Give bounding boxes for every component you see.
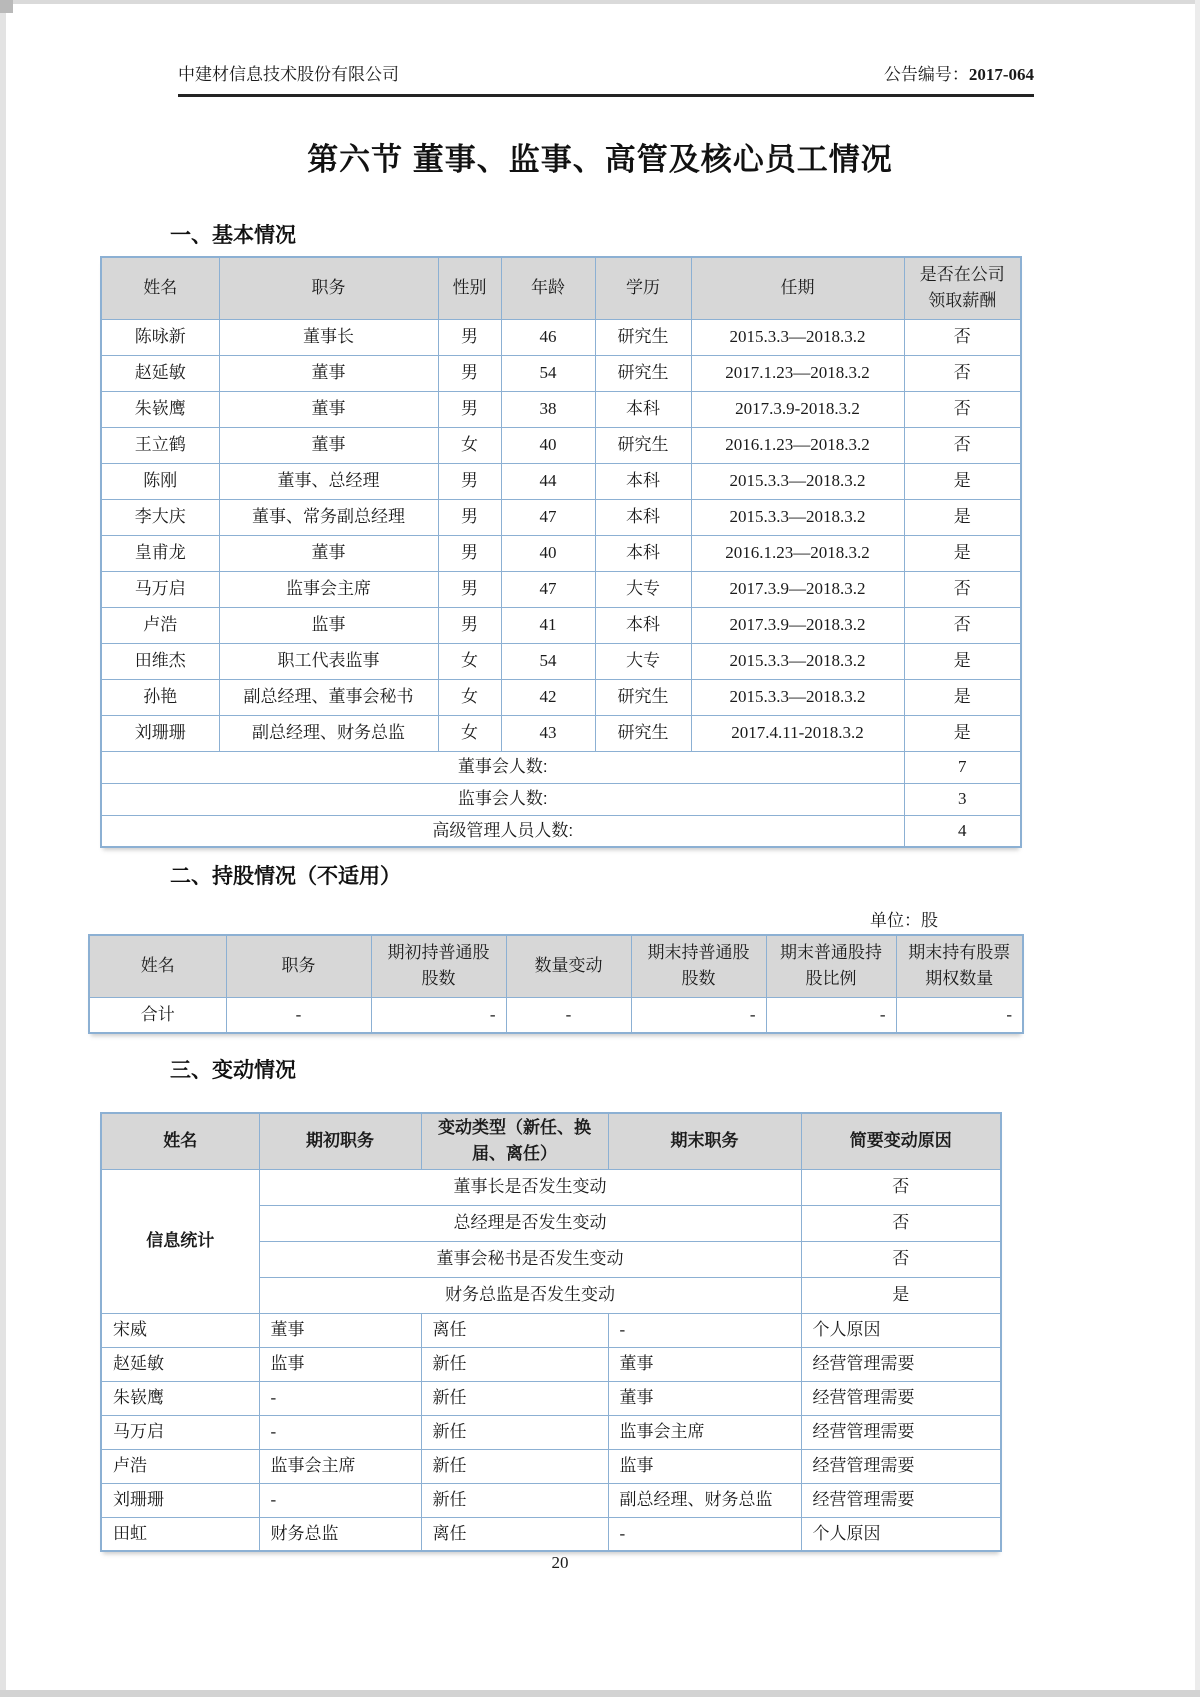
name-cell: 陈刚 <box>101 463 219 499</box>
column-header-salary-flag: 是否在公司领取薪酬 <box>904 257 1021 319</box>
term-cell: 2016.1.23—2018.3.2 <box>691 535 904 571</box>
salary-flag-cell: 否 <box>904 391 1021 427</box>
salary-flag-cell: 否 <box>904 571 1021 607</box>
change-type-cell: 新任 <box>421 1415 608 1449</box>
table-row <box>101 1449 1001 1483</box>
change-type-cell: 离任 <box>421 1313 608 1347</box>
position-begin-cell: - <box>259 1381 421 1415</box>
name-cell: 田维杰 <box>101 643 219 679</box>
change-reason-cell: 个人原因 <box>801 1313 1001 1347</box>
table-row <box>101 391 1021 427</box>
name-cell: 田虹 <box>101 1517 259 1551</box>
salary-flag-cell: 是 <box>904 463 1021 499</box>
name-cell: 朱嵚鹰 <box>101 1381 259 1415</box>
salary-flag-cell: 是 <box>904 643 1021 679</box>
change-reason-cell: 经营管理需要 <box>801 1449 1001 1483</box>
gender-cell: 男 <box>438 319 501 355</box>
column-header-position-end: 期末职务 <box>608 1113 801 1169</box>
total-row <box>89 997 1023 1033</box>
shareholding-table <box>88 934 1024 1034</box>
name-cell: 宋威 <box>101 1313 259 1347</box>
salary-flag-cell: 否 <box>904 319 1021 355</box>
change-reason-cell: 个人原因 <box>801 1517 1001 1551</box>
age-cell: 47 <box>501 571 595 607</box>
table-row <box>101 535 1021 571</box>
basic-info-table <box>100 256 1022 848</box>
change-type-cell: 新任 <box>421 1483 608 1517</box>
change-type-cell: 新任 <box>421 1347 608 1381</box>
education-cell: 研究生 <box>595 679 691 715</box>
change-type-cell: 离任 <box>421 1517 608 1551</box>
column-header-position-begin: 期初职务 <box>259 1113 421 1169</box>
education-cell: 本科 <box>595 391 691 427</box>
table-row <box>101 607 1021 643</box>
gender-cell: 男 <box>438 391 501 427</box>
table-row <box>101 499 1021 535</box>
column-header-shares-begin: 期初持普通股股数 <box>371 935 506 997</box>
total-ratio-end: - <box>766 997 896 1033</box>
total-shares-begin: - <box>371 997 506 1033</box>
name-cell: 陈咏新 <box>101 319 219 355</box>
table-row <box>101 1347 1001 1381</box>
name-cell: 卢浩 <box>101 1449 259 1483</box>
info-question: 董事长是否发生变动 <box>259 1169 801 1205</box>
salary-flag-cell: 否 <box>904 427 1021 463</box>
column-header-name: 姓名 <box>101 257 219 319</box>
column-header-name: 姓名 <box>101 1113 259 1169</box>
notice-number <box>884 60 1034 85</box>
age-cell: 46 <box>501 319 595 355</box>
name-cell: 马万启 <box>101 571 219 607</box>
age-cell: 42 <box>501 679 595 715</box>
position-cell: 董事长 <box>219 319 438 355</box>
total-label: 合计 <box>89 997 226 1033</box>
name-cell: 李大庆 <box>101 499 219 535</box>
table-row <box>101 643 1021 679</box>
table-row <box>101 355 1021 391</box>
table-row <box>101 1415 1001 1449</box>
change-reason-cell: 经营管理需要 <box>801 1415 1001 1449</box>
summary-label: 监事会人数: <box>101 783 904 815</box>
age-cell: 43 <box>501 715 595 751</box>
change-reason-cell: 经营管理需要 <box>801 1483 1001 1517</box>
column-header-quantity-change: 数量变动 <box>506 935 631 997</box>
position-end-cell: - <box>608 1313 801 1347</box>
education-cell: 研究生 <box>595 427 691 463</box>
position-cell: 董事 <box>219 355 438 391</box>
name-cell: 刘珊珊 <box>101 1483 259 1517</box>
gender-cell: 女 <box>438 715 501 751</box>
name-cell: 赵延敏 <box>101 355 219 391</box>
info-question: 总经理是否发生变动 <box>259 1205 801 1241</box>
position-begin-cell: - <box>259 1415 421 1449</box>
summary-label: 高级管理人员人数: <box>101 815 904 847</box>
table-row <box>101 571 1021 607</box>
column-header-education: 学历 <box>595 257 691 319</box>
education-cell: 大专 <box>595 643 691 679</box>
salary-flag-cell: 否 <box>904 607 1021 643</box>
position-end-cell: 董事 <box>608 1381 801 1415</box>
summary-value: 7 <box>904 751 1021 783</box>
education-cell: 研究生 <box>595 715 691 751</box>
summary-value: 3 <box>904 783 1021 815</box>
term-cell: 2015.3.3—2018.3.2 <box>691 643 904 679</box>
table-row <box>101 679 1021 715</box>
position-cell: 副总经理、财务总监 <box>219 715 438 751</box>
table-header-row <box>101 1113 1001 1169</box>
column-header-position: 职务 <box>219 257 438 319</box>
position-cell: 董事、总经理 <box>219 463 438 499</box>
salary-flag-cell: 是 <box>904 679 1021 715</box>
change-reason-cell: 经营管理需要 <box>801 1381 1001 1415</box>
name-cell: 皇甫龙 <box>101 535 219 571</box>
table-row <box>101 1517 1001 1551</box>
position-cell: 职工代表监事 <box>219 643 438 679</box>
gender-cell: 男 <box>438 499 501 535</box>
scan-edge-left <box>0 0 6 1697</box>
position-end-cell: - <box>608 1517 801 1551</box>
info-answer: 否 <box>801 1169 1001 1205</box>
position-end-cell: 监事 <box>608 1449 801 1483</box>
table-header-row <box>89 935 1023 997</box>
column-header-position: 职务 <box>226 935 371 997</box>
name-cell: 王立鹤 <box>101 427 219 463</box>
column-header-change-reason: 简要变动原因 <box>801 1113 1001 1169</box>
info-stats-label: 信息统计 <box>101 1169 259 1313</box>
total-quantity-change: - <box>506 997 631 1033</box>
column-header-shares-end: 期末持普通股股数 <box>631 935 766 997</box>
name-cell: 刘珊珊 <box>101 715 219 751</box>
total-position: - <box>226 997 371 1033</box>
summary-row <box>101 815 1021 847</box>
position-begin-cell: 监事会主席 <box>259 1449 421 1483</box>
age-cell: 47 <box>501 499 595 535</box>
total-shares-end: - <box>631 997 766 1033</box>
position-end-cell: 副总经理、财务总监 <box>608 1483 801 1517</box>
total-options-end: - <box>896 997 1023 1033</box>
scan-corner-mark <box>0 0 13 13</box>
position-end-cell: 监事会主席 <box>608 1415 801 1449</box>
column-header-ratio-end: 期末普通股持股比例 <box>766 935 896 997</box>
age-cell: 54 <box>501 643 595 679</box>
term-cell: 2017.3.9-2018.3.2 <box>691 391 904 427</box>
table-header-row <box>101 257 1021 319</box>
table-row <box>101 715 1021 751</box>
info-answer: 否 <box>801 1241 1001 1277</box>
change-reason-cell: 经营管理需要 <box>801 1347 1001 1381</box>
term-cell: 2015.3.3—2018.3.2 <box>691 463 904 499</box>
column-header-change-type: 变动类型（新任、换届、离任） <box>421 1113 608 1169</box>
page-number: 20 <box>551 1553 569 1572</box>
education-cell: 研究生 <box>595 319 691 355</box>
gender-cell: 男 <box>438 463 501 499</box>
name-cell: 马万启 <box>101 1415 259 1449</box>
info-answer: 是 <box>801 1277 1001 1313</box>
table-row <box>101 1483 1001 1517</box>
salary-flag-cell: 是 <box>904 715 1021 751</box>
notice-label: 公告编号： <box>883 65 969 84</box>
position-begin-cell: 监事 <box>259 1347 421 1381</box>
summary-value: 4 <box>904 815 1021 847</box>
gender-cell: 女 <box>438 643 501 679</box>
age-cell: 41 <box>501 607 595 643</box>
position-begin-cell: - <box>259 1483 421 1517</box>
changes-table <box>100 1112 1002 1552</box>
change-type-cell: 新任 <box>421 1381 608 1415</box>
column-header-options-end: 期末持有股票期权数量 <box>896 935 1023 997</box>
page-header <box>178 60 1034 97</box>
position-cell: 董事 <box>219 427 438 463</box>
position-cell: 副总经理、董事会秘书 <box>219 679 438 715</box>
salary-flag-cell: 是 <box>904 535 1021 571</box>
salary-flag-cell: 否 <box>904 355 1021 391</box>
position-begin-cell: 财务总监 <box>259 1517 421 1551</box>
term-cell: 2015.3.3—2018.3.2 <box>691 499 904 535</box>
document-title: 第六节 董事、监事、高管及核心员工情况 <box>307 142 893 177</box>
gender-cell: 女 <box>438 679 501 715</box>
name-cell: 朱嵚鹰 <box>101 391 219 427</box>
company-name: 中建材信息技术股份有限公司 <box>178 65 399 84</box>
section-heading-shareholding: 二、持股情况（不适用） <box>170 865 401 888</box>
education-cell: 本科 <box>595 463 691 499</box>
info-answer: 否 <box>801 1205 1001 1241</box>
gender-cell: 女 <box>438 427 501 463</box>
age-cell: 54 <box>501 355 595 391</box>
name-cell: 孙艳 <box>101 679 219 715</box>
age-cell: 40 <box>501 535 595 571</box>
column-header-age: 年龄 <box>501 257 595 319</box>
scan-edge-right <box>1195 0 1200 1697</box>
term-cell: 2017.3.9—2018.3.2 <box>691 607 904 643</box>
position-cell: 监事 <box>219 607 438 643</box>
position-cell: 董事 <box>219 535 438 571</box>
notice-value: 2017-064 <box>968 65 1034 84</box>
table-row <box>101 463 1021 499</box>
age-cell: 44 <box>501 463 595 499</box>
gender-cell: 男 <box>438 607 501 643</box>
info-stat-row <box>101 1169 1001 1205</box>
age-cell: 40 <box>501 427 595 463</box>
term-cell: 2016.1.23—2018.3.2 <box>691 427 904 463</box>
gender-cell: 男 <box>438 571 501 607</box>
name-cell: 赵延敏 <box>101 1347 259 1381</box>
unit-note: 单位：股 <box>870 911 938 930</box>
scan-edge-top <box>0 0 1200 4</box>
position-cell: 董事、常务副总经理 <box>219 499 438 535</box>
summary-row <box>101 783 1021 815</box>
term-cell: 2015.3.3—2018.3.2 <box>691 319 904 355</box>
term-cell: 2017.3.9—2018.3.2 <box>691 571 904 607</box>
term-cell: 2017.1.23—2018.3.2 <box>691 355 904 391</box>
info-question: 董事会秘书是否发生变动 <box>259 1241 801 1277</box>
scan-edge-bottom <box>0 1690 1200 1697</box>
summary-row <box>101 751 1021 783</box>
education-cell: 本科 <box>595 535 691 571</box>
education-cell: 研究生 <box>595 355 691 391</box>
table-row <box>101 427 1021 463</box>
age-cell: 38 <box>501 391 595 427</box>
position-cell: 监事会主席 <box>219 571 438 607</box>
info-question: 财务总监是否发生变动 <box>259 1277 801 1313</box>
summary-label: 董事会人数: <box>101 751 904 783</box>
column-header-name: 姓名 <box>89 935 226 997</box>
name-cell: 卢浩 <box>101 607 219 643</box>
gender-cell: 男 <box>438 535 501 571</box>
education-cell: 大专 <box>595 571 691 607</box>
term-cell: 2017.4.11-2018.3.2 <box>691 715 904 751</box>
term-cell: 2015.3.3—2018.3.2 <box>691 679 904 715</box>
position-begin-cell: 董事 <box>259 1313 421 1347</box>
column-header-gender: 性别 <box>438 257 501 319</box>
section-heading-changes: 三、变动情况 <box>170 1059 296 1082</box>
table-row <box>101 1381 1001 1415</box>
position-end-cell: 董事 <box>608 1347 801 1381</box>
change-type-cell: 新任 <box>421 1449 608 1483</box>
position-cell: 董事 <box>219 391 438 427</box>
gender-cell: 男 <box>438 355 501 391</box>
column-header-term: 任期 <box>691 257 904 319</box>
section-heading-basic-info: 一、基本情况 <box>170 224 296 247</box>
table-row <box>101 319 1021 355</box>
table-row <box>101 1313 1001 1347</box>
education-cell: 本科 <box>595 499 691 535</box>
salary-flag-cell: 是 <box>904 499 1021 535</box>
education-cell: 本科 <box>595 607 691 643</box>
